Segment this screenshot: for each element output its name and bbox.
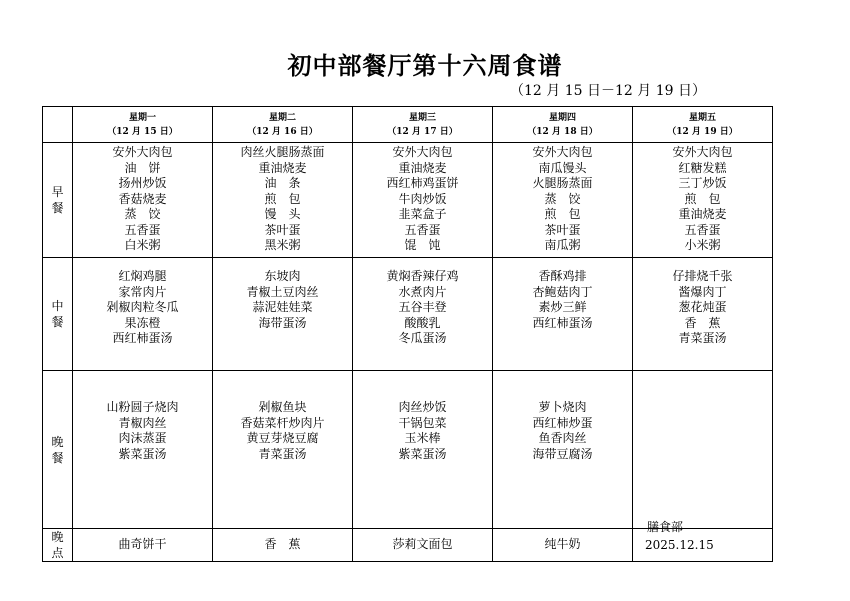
dish-item: 馄 饨	[404, 238, 441, 252]
meal-label-char: 晚	[51, 434, 64, 449]
meal-label-char: 餐	[51, 315, 64, 329]
menu-cell-snack-day1	[73, 529, 213, 562]
dish-item: 肉丝火腿肠蒸面	[240, 145, 325, 159]
dish-item: 西红柿蛋汤	[532, 315, 593, 330]
dish-item: 牛肉炒饭	[398, 191, 447, 206]
dish-item: 紫菜蛋汤	[118, 446, 167, 461]
day-name: 星期五	[688, 112, 716, 123]
dish-item: 仔排烧千张	[672, 269, 733, 283]
dish-item: 山粉圆子烧肉	[106, 400, 179, 414]
dish-item: 青椒土豆肉丝	[246, 284, 319, 299]
dish-item: 油 条	[264, 176, 301, 190]
dish-item: 果冻橙	[124, 315, 161, 330]
dish-item: 馒 头	[264, 207, 301, 221]
dish-item: 剁椒鱼块	[258, 400, 307, 414]
menu-cell-breakfast-day2	[213, 143, 353, 258]
meal-label-char: 餐	[51, 201, 64, 215]
day-name: 星期一	[128, 112, 156, 123]
dish-item: 冬瓜蛋汤	[398, 331, 447, 345]
dish-item: 安外大肉包	[532, 145, 593, 159]
menu-cell-snack-day2	[213, 529, 353, 562]
dish-item: 红糖发糕	[678, 160, 727, 175]
day-header	[213, 107, 353, 143]
menu-table	[42, 106, 773, 562]
dish-item: 东坡肉	[264, 269, 301, 283]
dish-item: 蒸 饺	[544, 191, 581, 206]
corner-cell	[43, 107, 73, 143]
dish-item: 酸酸乳	[404, 315, 441, 330]
day-date: （12 月 16 日）	[247, 126, 318, 137]
day-name: 星期四	[548, 112, 576, 123]
meal-label-breakfast	[43, 143, 73, 258]
dish-item: 香酥鸡排	[538, 269, 587, 283]
dish-item: 黑米粥	[264, 238, 301, 252]
dish-item: 韭菜盒子	[398, 207, 447, 221]
menu-cell-snack-day4	[493, 529, 633, 562]
dish-item: 香菇烧麦	[118, 191, 167, 206]
dish-item: 杏鲍菇肉丁	[532, 284, 593, 299]
dish-item: 素炒三鲜	[538, 300, 587, 314]
dish-item: 西红柿蛋汤	[112, 331, 173, 345]
dish-item: 茶叶蛋	[264, 222, 301, 237]
meal-label-char: 餐	[51, 450, 64, 465]
dish-item: 干锅包菜	[398, 415, 447, 430]
dish-item: 蒸 饺	[124, 207, 161, 221]
meal-row-breakfast	[43, 143, 773, 258]
meal-label-lunch	[43, 258, 73, 371]
date-range: （12 月 15 日－12 月 19 日）	[510, 83, 706, 99]
signature-department: 膳食部	[647, 520, 684, 534]
dish-item: 水煮肉片	[398, 284, 447, 299]
dish-item: 煎 包	[684, 191, 721, 206]
dish-item: 煎 包	[264, 191, 301, 206]
meal-row-dinner	[43, 371, 773, 529]
dish-item: 曲奇饼干	[118, 537, 167, 552]
dish-item: 肉丝炒饭	[398, 400, 447, 414]
dish-item: 西红柿炒蛋	[532, 415, 593, 430]
menu-cell-dinner-day3	[353, 371, 493, 529]
menu-cell-lunch-day4	[493, 258, 633, 371]
dish-item: 玉米棒	[404, 431, 441, 445]
menu-cell-breakfast-day5	[633, 143, 773, 258]
menu-cell-lunch-day5	[633, 258, 773, 371]
dish-item: 安外大肉包	[112, 145, 173, 159]
dish-item: 重油烧麦	[398, 160, 447, 175]
dish-item: 家常肉片	[118, 284, 167, 299]
day-header	[493, 107, 633, 143]
dish-item: 肉沫蒸蛋	[118, 431, 167, 445]
menu-cell-lunch-day2	[213, 258, 353, 371]
meal-label-char: 点	[51, 546, 64, 560]
signature-block	[645, 518, 714, 554]
dish-item: 青菜蛋汤	[678, 331, 727, 345]
dish-item: 香 蕉	[684, 315, 721, 330]
dish-item: 五香蛋	[404, 222, 441, 237]
dish-item: 剁椒肉粒冬瓜	[106, 300, 179, 314]
dish-item: 萝卜烧肉	[538, 400, 587, 414]
dish-item: 茶叶蛋	[544, 222, 581, 237]
day-header	[633, 107, 773, 143]
menu-cell-lunch-day3	[353, 258, 493, 371]
dish-item: 白米粥	[124, 238, 161, 252]
dish-item: 南瓜馒头	[538, 160, 587, 175]
dish-item: 火腿肠蒸面	[532, 176, 593, 190]
dish-item: 安外大肉包	[672, 145, 733, 159]
meal-label-snack	[43, 529, 73, 562]
dish-item: 五香蛋	[124, 222, 161, 237]
dish-item: 三丁炒饭	[678, 176, 727, 190]
dish-item: 扬州炒饭	[118, 176, 167, 190]
dish-item: 安外大肉包	[392, 145, 453, 159]
dish-item: 纯牛奶	[544, 537, 581, 552]
day-header	[353, 107, 493, 143]
header-row	[43, 107, 773, 143]
dish-item: 小米粥	[684, 238, 721, 252]
day-date: （12 月 18 日）	[527, 126, 598, 137]
day-date: （12 月 17 日）	[387, 126, 458, 137]
meal-row-lunch	[43, 258, 773, 371]
menu-cell-lunch-day1	[73, 258, 213, 371]
dish-item: 海带蛋汤	[258, 315, 307, 330]
meal-label-dinner	[43, 371, 73, 529]
day-header	[73, 107, 213, 143]
signature-date: 2025.12.15	[645, 538, 714, 552]
dish-item: 青椒肉丝	[118, 415, 167, 430]
dish-item: 海带豆腐汤	[532, 446, 593, 461]
dish-item: 红焖鸡腿	[118, 269, 167, 283]
menu-cell-dinner-day4	[493, 371, 633, 529]
dish-item: 西红柿鸡蛋饼	[386, 176, 459, 190]
menu-cell-breakfast-day1	[73, 143, 213, 258]
dish-item: 蒜泥娃娃菜	[252, 300, 313, 314]
meal-label-char: 晚	[51, 530, 64, 544]
dish-item: 油 饼	[124, 160, 161, 175]
dish-item: 五谷丰登	[398, 300, 447, 314]
dish-item: 煎 包	[544, 207, 581, 221]
menu-cell-breakfast-day4	[493, 143, 633, 258]
day-name: 星期三	[408, 112, 436, 123]
page-title: 初中部餐厅第十六周食谱	[287, 51, 563, 80]
dish-item: 重油烧麦	[678, 207, 727, 221]
dish-item: 重油烧麦	[258, 160, 307, 175]
dish-item: 葱花炖蛋	[678, 300, 727, 314]
menu-cell-dinner-day5	[633, 371, 773, 529]
dish-item: 紫菜蛋汤	[398, 446, 447, 461]
dish-item: 鱼香肉丝	[538, 431, 587, 445]
menu-cell-dinner-day2	[213, 371, 353, 529]
dish-item: 南瓜粥	[544, 238, 581, 252]
dish-item: 黄豆芽烧豆腐	[246, 431, 319, 445]
dish-item: 五香蛋	[684, 222, 721, 237]
day-date: （12 月 15 日）	[107, 126, 178, 137]
menu-cell-snack-day3	[353, 529, 493, 562]
meal-label-char: 中	[51, 299, 64, 313]
dish-item: 莎莉文面包	[392, 537, 453, 552]
meal-label-char: 早	[51, 185, 64, 199]
dish-item: 香 蕉	[264, 537, 301, 552]
day-name: 星期二	[268, 112, 296, 123]
menu-cell-dinner-day1	[73, 371, 213, 529]
dish-item: 香菇菜杆炒肉片	[240, 415, 325, 430]
dish-item: 青菜蛋汤	[258, 446, 307, 461]
menu-cell-breakfast-day3	[353, 143, 493, 258]
dish-item: 酱爆肉丁	[678, 284, 727, 299]
day-date: （12 月 19 日）	[667, 126, 738, 137]
dish-item: 黄焖香辣仔鸡	[386, 269, 459, 283]
